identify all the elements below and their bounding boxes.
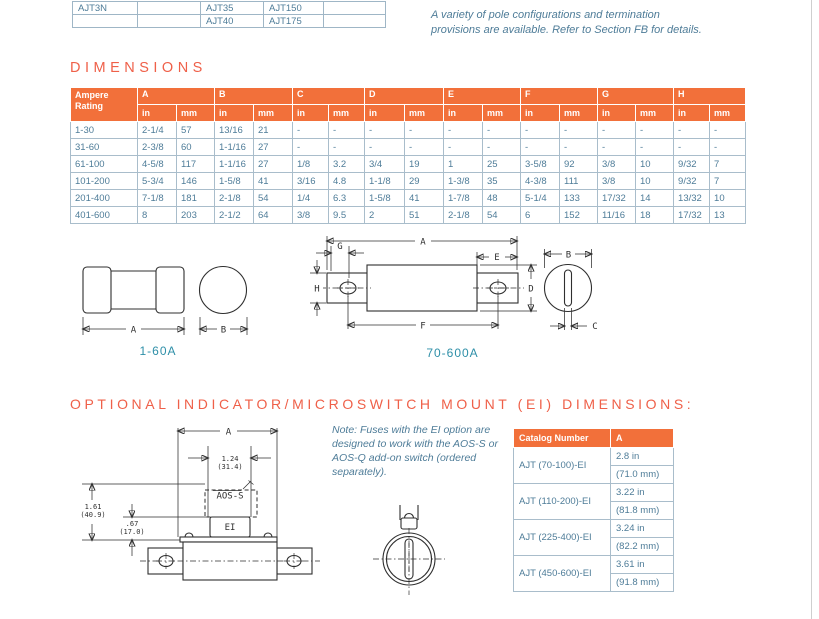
value-cell: 1/4: [293, 190, 329, 207]
value-cell: 60: [177, 139, 215, 156]
value-cell: 3/8: [293, 207, 329, 224]
col-header-a: A: [611, 429, 674, 448]
value-cell: -: [636, 122, 674, 139]
value-cell: 4-3/8: [521, 173, 560, 190]
value-cell: -: [636, 139, 674, 156]
value-in-cell: 2.8 in: [611, 448, 674, 466]
dimensions-table: [70, 87, 746, 224]
col-header-ampere: Ampere Rating: [71, 88, 138, 122]
table-row: [514, 448, 674, 466]
rating-cell: 201-400: [71, 190, 138, 207]
value-cell: 2-1/8: [444, 207, 483, 224]
value-cell: -: [598, 122, 636, 139]
dim-label-b: B: [565, 250, 572, 261]
unit-header: in: [138, 105, 177, 122]
value-cell: 92: [560, 156, 598, 173]
intro-note-line2: provisions are available. Refer to Section FB for details.: [431, 23, 702, 36]
rating-cell: 31-60: [71, 139, 138, 156]
col-header-g: G: [598, 88, 674, 105]
value-cell: 10: [636, 173, 674, 190]
value-cell: 117: [177, 156, 215, 173]
value-cell: 203: [177, 207, 215, 224]
value-cell: 1-5/8: [365, 190, 405, 207]
catalog-cell: [73, 15, 138, 28]
value-cell: 7: [710, 173, 746, 190]
unit-header: mm: [254, 105, 293, 122]
unit-header: in: [444, 105, 483, 122]
small-fuse-drawing: [83, 267, 247, 336]
value-cell: -: [674, 139, 710, 156]
value-cell: 54: [254, 190, 293, 207]
header-row-letters: [71, 88, 746, 105]
value-cell: 2-1/4: [138, 122, 177, 139]
value-cell: 1-1/16: [215, 156, 254, 173]
value-cell: -: [444, 139, 483, 156]
value-mm-cell: (91.8 mm): [611, 574, 674, 592]
table-row: [73, 15, 386, 28]
unit-header: in: [598, 105, 636, 122]
value-cell: -: [483, 122, 521, 139]
catalog-cell: AJT (70-100)-EI: [514, 448, 611, 484]
col-header-catalog-number: Catalog Number: [514, 429, 611, 448]
header-row-units: [71, 105, 746, 122]
table-row: [514, 484, 674, 502]
ei-note: Note: Fuses with the EI option are designed to work with the AOS-S or AOS-Q add-on switch (ordered separately).: [332, 424, 498, 478]
value-cell: 2: [365, 207, 405, 224]
indicator-end-view-drawing: [370, 505, 450, 600]
ei-label: EI: [224, 523, 236, 533]
value-cell: 6: [521, 207, 560, 224]
table-row: [71, 207, 746, 224]
value-cell: 9.5: [329, 207, 365, 224]
value-cell: 17/32: [598, 190, 636, 207]
value-cell: 25: [483, 156, 521, 173]
catalog-cell: [138, 15, 201, 28]
value-cell: 3-5/8: [521, 156, 560, 173]
col-header-a: A: [138, 88, 215, 105]
value-cell: 18: [636, 207, 674, 224]
value-cell: 29: [405, 173, 444, 190]
unit-header: in: [365, 105, 405, 122]
value-cell: 11/16: [598, 207, 636, 224]
value-in-cell: 3.22 in: [611, 484, 674, 502]
value-cell: 1-1/16: [215, 139, 254, 156]
value-cell: 10: [710, 190, 746, 207]
value-cell: 1: [444, 156, 483, 173]
table-row: [73, 2, 386, 15]
catalog-cell: AJT (450-600)-EI: [514, 556, 611, 592]
value-cell: 1-1/8: [365, 173, 405, 190]
drawing-label-1-60a: 1-60A: [139, 344, 177, 358]
aos-s-label: AOS-S: [216, 491, 244, 502]
rating-cell: 401-600: [71, 207, 138, 224]
unit-header: in: [521, 105, 560, 122]
table-row: [514, 556, 674, 574]
value-cell: -: [444, 122, 483, 139]
ei-mount-drawing: [60, 418, 350, 618]
dim-label-c: C: [592, 322, 598, 332]
value-cell: 3/8: [598, 156, 636, 173]
dim-value-31-4: (31.4): [217, 463, 243, 471]
value-mm-cell: (81.8 mm): [611, 502, 674, 520]
catalog-cell: AJT (110-200)-EI: [514, 484, 611, 520]
unit-header: mm: [329, 105, 365, 122]
value-cell: 13/16: [215, 122, 254, 139]
dim-label-b: B: [220, 325, 227, 336]
value-cell: -: [405, 122, 444, 139]
value-cell: 3/8: [598, 173, 636, 190]
value-cell: 54: [483, 207, 521, 224]
value-cell: 9/32: [674, 156, 710, 173]
value-cell: 8: [138, 207, 177, 224]
catalog-cell: [138, 2, 201, 15]
value-cell: 3.2: [329, 156, 365, 173]
header-row: [514, 429, 674, 448]
value-cell: 7-1/8: [138, 190, 177, 207]
value-cell: -: [674, 122, 710, 139]
value-cell: 19: [405, 156, 444, 173]
value-cell: 14: [636, 190, 674, 207]
ei-heading: OPTIONAL INDICATOR/MICROSWITCH MOUNT (EI) DIMENSIONS:: [70, 396, 695, 412]
dim-value-40-9: (40.9): [80, 511, 106, 519]
value-cell: 2-1/2: [215, 207, 254, 224]
intro-note-line1: A variety of pole configurations and termination: [431, 9, 660, 21]
value-cell: 64: [254, 207, 293, 224]
value-cell: 1-7/8: [444, 190, 483, 207]
value-cell: 51: [405, 207, 444, 224]
catalog-cell: [324, 15, 386, 28]
value-cell: 2-1/8: [215, 190, 254, 207]
fuse-drawings: [60, 228, 645, 348]
rating-cell: 61-100: [71, 156, 138, 173]
value-cell: 4-5/8: [138, 156, 177, 173]
dim-label-a: A: [420, 237, 426, 248]
unit-header: in: [674, 105, 710, 122]
value-cell: 5-1/4: [521, 190, 560, 207]
value-cell: 27: [254, 139, 293, 156]
col-header-h: H: [674, 88, 746, 105]
unit-header: mm: [405, 105, 444, 122]
value-cell: 1-5/8: [215, 173, 254, 190]
value-cell: 10: [636, 156, 674, 173]
value-cell: 1-3/8: [444, 173, 483, 190]
value-in-cell: 3.24 in: [611, 520, 674, 538]
value-cell: -: [329, 139, 365, 156]
dim-label-a: A: [225, 427, 232, 438]
value-cell: -: [405, 139, 444, 156]
value-cell: -: [329, 122, 365, 139]
catalog-cell: AJT175: [264, 15, 324, 28]
value-cell: 48: [483, 190, 521, 207]
value-cell: -: [521, 122, 560, 139]
col-header-c: C: [293, 88, 365, 105]
value-cell: 133: [560, 190, 598, 207]
value-cell: -: [710, 122, 746, 139]
value-cell: 13: [710, 207, 746, 224]
table-row: [71, 190, 746, 207]
dim-label-a: A: [130, 325, 137, 336]
value-cell: -: [293, 122, 329, 139]
value-cell: 17/32: [674, 207, 710, 224]
col-header-e: E: [444, 88, 521, 105]
value-cell: 3/16: [293, 173, 329, 190]
table-row: [71, 139, 746, 156]
col-header-d: D: [365, 88, 444, 105]
unit-header: in: [293, 105, 329, 122]
value-cell: 111: [560, 173, 598, 190]
value-in-cell: 3.61 in: [611, 556, 674, 574]
value-cell: 2-3/8: [138, 139, 177, 156]
catalog-cell: AJT35: [201, 2, 264, 15]
value-cell: 7: [710, 156, 746, 173]
rating-cell: 101-200: [71, 173, 138, 190]
value-cell: 35: [483, 173, 521, 190]
col-header-f: F: [521, 88, 598, 105]
value-cell: -: [710, 139, 746, 156]
unit-header: mm: [177, 105, 215, 122]
value-cell: 181: [177, 190, 215, 207]
unit-header: in: [215, 105, 254, 122]
value-cell: -: [483, 139, 521, 156]
value-cell: 1/8: [293, 156, 329, 173]
value-cell: 5-3/4: [138, 173, 177, 190]
unit-header: mm: [710, 105, 746, 122]
value-cell: 21: [254, 122, 293, 139]
catalog-cell: AJT3N: [73, 2, 138, 15]
dim-label-g: G: [337, 242, 343, 252]
catalog-table-partial: [72, 1, 386, 28]
dim-label-d: D: [528, 284, 534, 295]
value-cell: -: [365, 139, 405, 156]
page-edge-line: [811, 0, 812, 619]
large-fuse-end-view: [545, 249, 598, 332]
value-cell: 41: [254, 173, 293, 190]
rating-cell: 1-30: [71, 122, 138, 139]
unit-header: mm: [560, 105, 598, 122]
dimensions-heading: DIMENSIONS: [70, 60, 207, 76]
value-cell: 4.8: [329, 173, 365, 190]
table-row: [71, 156, 746, 173]
dim-value-1-61: 1.61: [84, 503, 102, 511]
table-row: [71, 173, 746, 190]
dim-value-67: .67: [125, 520, 139, 528]
dim-label-h: H: [314, 284, 320, 295]
value-cell: 27: [254, 156, 293, 173]
value-cell: -: [560, 139, 598, 156]
table-row: [71, 122, 746, 139]
large-fuse-drawing: [310, 236, 537, 332]
dim-label-e: E: [494, 253, 500, 263]
dim-value-1-24: 1.24: [221, 455, 239, 463]
value-cell: -: [293, 139, 329, 156]
catalog-cell: [324, 2, 386, 15]
dim-label-f: F: [420, 321, 426, 332]
catalog-cell: AJT40: [201, 15, 264, 28]
ei-catalog-table: [513, 428, 674, 592]
value-cell: 13/32: [674, 190, 710, 207]
value-cell: 57: [177, 122, 215, 139]
drawing-label-70-600a: 70-600A: [426, 346, 479, 360]
value-cell: 152: [560, 207, 598, 224]
intro-note: [431, 8, 702, 37]
value-cell: 41: [405, 190, 444, 207]
value-cell: 6.3: [329, 190, 365, 207]
value-cell: -: [560, 122, 598, 139]
catalog-cell: AJT (225-400)-EI: [514, 520, 611, 556]
value-cell: -: [598, 139, 636, 156]
dim-value-17-0: (17.0): [119, 528, 145, 536]
unit-header: mm: [483, 105, 521, 122]
value-cell: -: [365, 122, 405, 139]
value-cell: 9/32: [674, 173, 710, 190]
value-cell: 146: [177, 173, 215, 190]
value-mm-cell: (71.0 mm): [611, 466, 674, 484]
col-header-b: B: [215, 88, 293, 105]
value-cell: -: [521, 139, 560, 156]
value-cell: 3/4: [365, 156, 405, 173]
table-row: [514, 520, 674, 538]
value-mm-cell: (82.2 mm): [611, 538, 674, 556]
catalog-cell: AJT150: [264, 2, 324, 15]
unit-header: mm: [636, 105, 674, 122]
